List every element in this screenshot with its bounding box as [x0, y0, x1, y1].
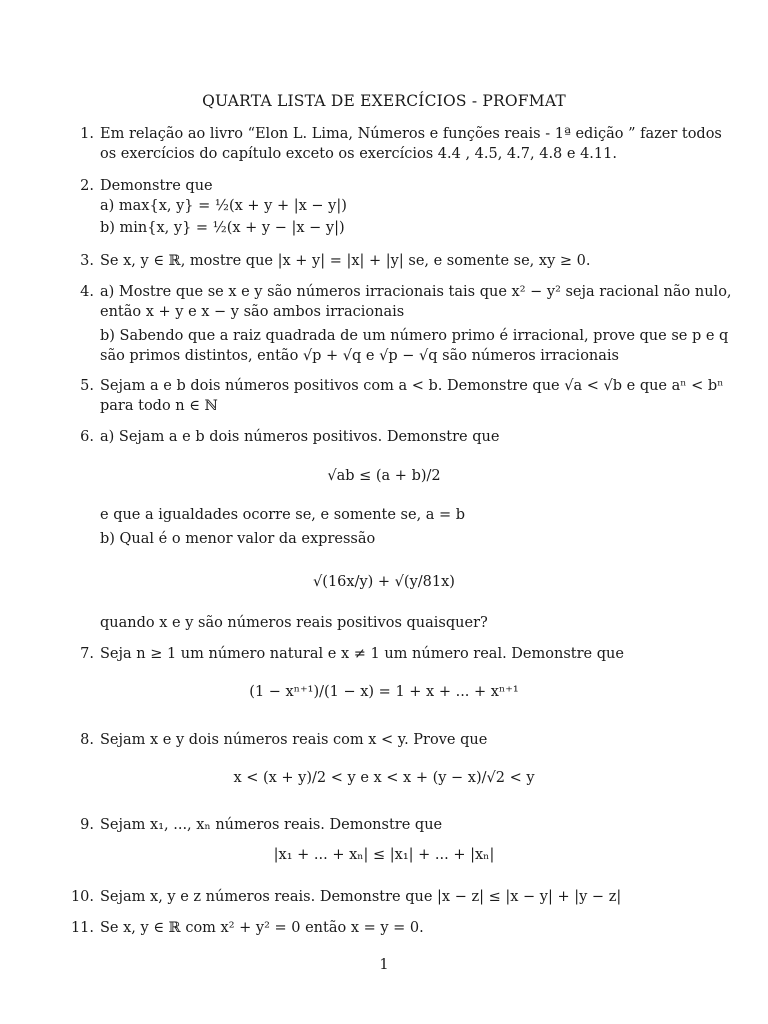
- exercise-6-continued: [100, 505, 690, 549]
- exercise-text: são primos distintos, então √p + √q e √p − √q são números irracionais: [100, 348, 619, 364]
- exercise-10: [70, 887, 690, 907]
- exercise-text: Seja n ≥ 1 um número natural e x ≠ 1 um número real. Demonstre que: [100, 646, 624, 662]
- exercise-6-end: [100, 613, 690, 633]
- exercise-2: [80, 176, 690, 240]
- exercise-text: a) Mostre que se x e y são números irracionais tais que x² − y² seja racional não nulo,: [100, 284, 732, 300]
- exercise-text: Demonstre que: [100, 178, 213, 194]
- exercise-number: 1.: [80, 126, 94, 142]
- formula-expression: √(16x/y) + √(y/81x): [313, 574, 455, 590]
- exercise-7: [80, 644, 690, 664]
- exercise-text: Sejam x₁, ..., xₙ números reais. Demonstre que: [100, 817, 443, 833]
- exercise-3: [80, 251, 690, 271]
- exercise-text: Sejam a e b dois números positivos com a < b. Demonstre que √a < √b e que aⁿ < bⁿ: [100, 378, 724, 394]
- exercise-text: Se x, y ∈ ℝ, mostre que |x + y| = |x| + |y| se, e somente se, xy ≥ 0.: [100, 253, 591, 269]
- exercise-11: [70, 918, 690, 938]
- exercise-number: 2.: [80, 178, 94, 194]
- exercise-4: [80, 282, 732, 366]
- formula-inequalities: x < (x + y)/2 < y e x < x + (y − x)/√2 < y: [233, 770, 535, 786]
- exercise-number: 8.: [80, 732, 94, 748]
- exercise-text: Sejam x e y dois números reais com x < y. Prove que: [100, 732, 488, 748]
- exercise-number: 9.: [80, 817, 94, 833]
- exercise-number: 10.: [70, 889, 94, 905]
- exercise-6: [80, 427, 690, 447]
- formula-min: b) min{x, y} = ½(x + y − |x − y|): [100, 220, 345, 236]
- exercise-text: Em relação ao livro “Elon L. Lima, Números e funções reais - 1ª edição ” fazer todos: [100, 126, 722, 142]
- exercise-text: Sejam x, y e z números reais. Demonstre que |x − z| ≤ |x − y| + |y − z|: [100, 889, 622, 905]
- exercise-number: 7.: [80, 646, 94, 662]
- exercise-1: [80, 124, 722, 164]
- document-title: QUARTA LISTA DE EXERCÍCIOS - PROFMAT: [202, 92, 566, 110]
- exercise-text: a) Sejam a e b dois números positivos. Demonstre que: [100, 429, 500, 445]
- exercise-text: Se x, y ∈ ℝ com x² + y² = 0 então x = y = 0.: [100, 920, 424, 936]
- exercise-text: b) Sabendo que a raiz quadrada de um número primo é irracional, prove que se p e q: [100, 328, 729, 344]
- exercise-number: 11.: [70, 920, 94, 936]
- exercise-number: 6.: [80, 429, 94, 445]
- exercise-number: 3.: [80, 253, 94, 269]
- exercise-text: quando x e y são números reais positivos quaisquer?: [100, 615, 488, 631]
- exercise-9: [80, 815, 690, 835]
- exercise-text: então x + y e x − y são ambos irracionais: [100, 304, 405, 320]
- exercise-text: e que a igualdades ocorre se, e somente se, a = b: [100, 507, 466, 523]
- exercise-text: b) Qual é o menor valor da expressão: [100, 531, 376, 547]
- exercise-number: 5.: [80, 378, 94, 394]
- exercise-5: [80, 376, 724, 416]
- formula-am-gm: √ab ≤ (a + b)/2: [327, 468, 441, 484]
- exercise-text: os exercícios do capítulo exceto os exercícios 4.4 , 4.5, 4.7, 4.8 e 4.11.: [100, 146, 617, 162]
- formula-geometric-sum: (1 − xⁿ⁺¹)/(1 − x) = 1 + x + ... + xⁿ⁺¹: [249, 684, 519, 700]
- page-number: 1: [379, 957, 389, 973]
- exercise-text: para todo n ∈ ℕ: [100, 398, 218, 414]
- exercise-8: [80, 730, 690, 750]
- formula-max: a) max{x, y} = ½(x + y + |x − y|): [100, 198, 347, 214]
- formula-triangle-inequality: |x₁ + ... + xₙ| ≤ |x₁| + ... + |xₙ|: [273, 847, 495, 863]
- exercise-number: 4.: [80, 284, 94, 300]
